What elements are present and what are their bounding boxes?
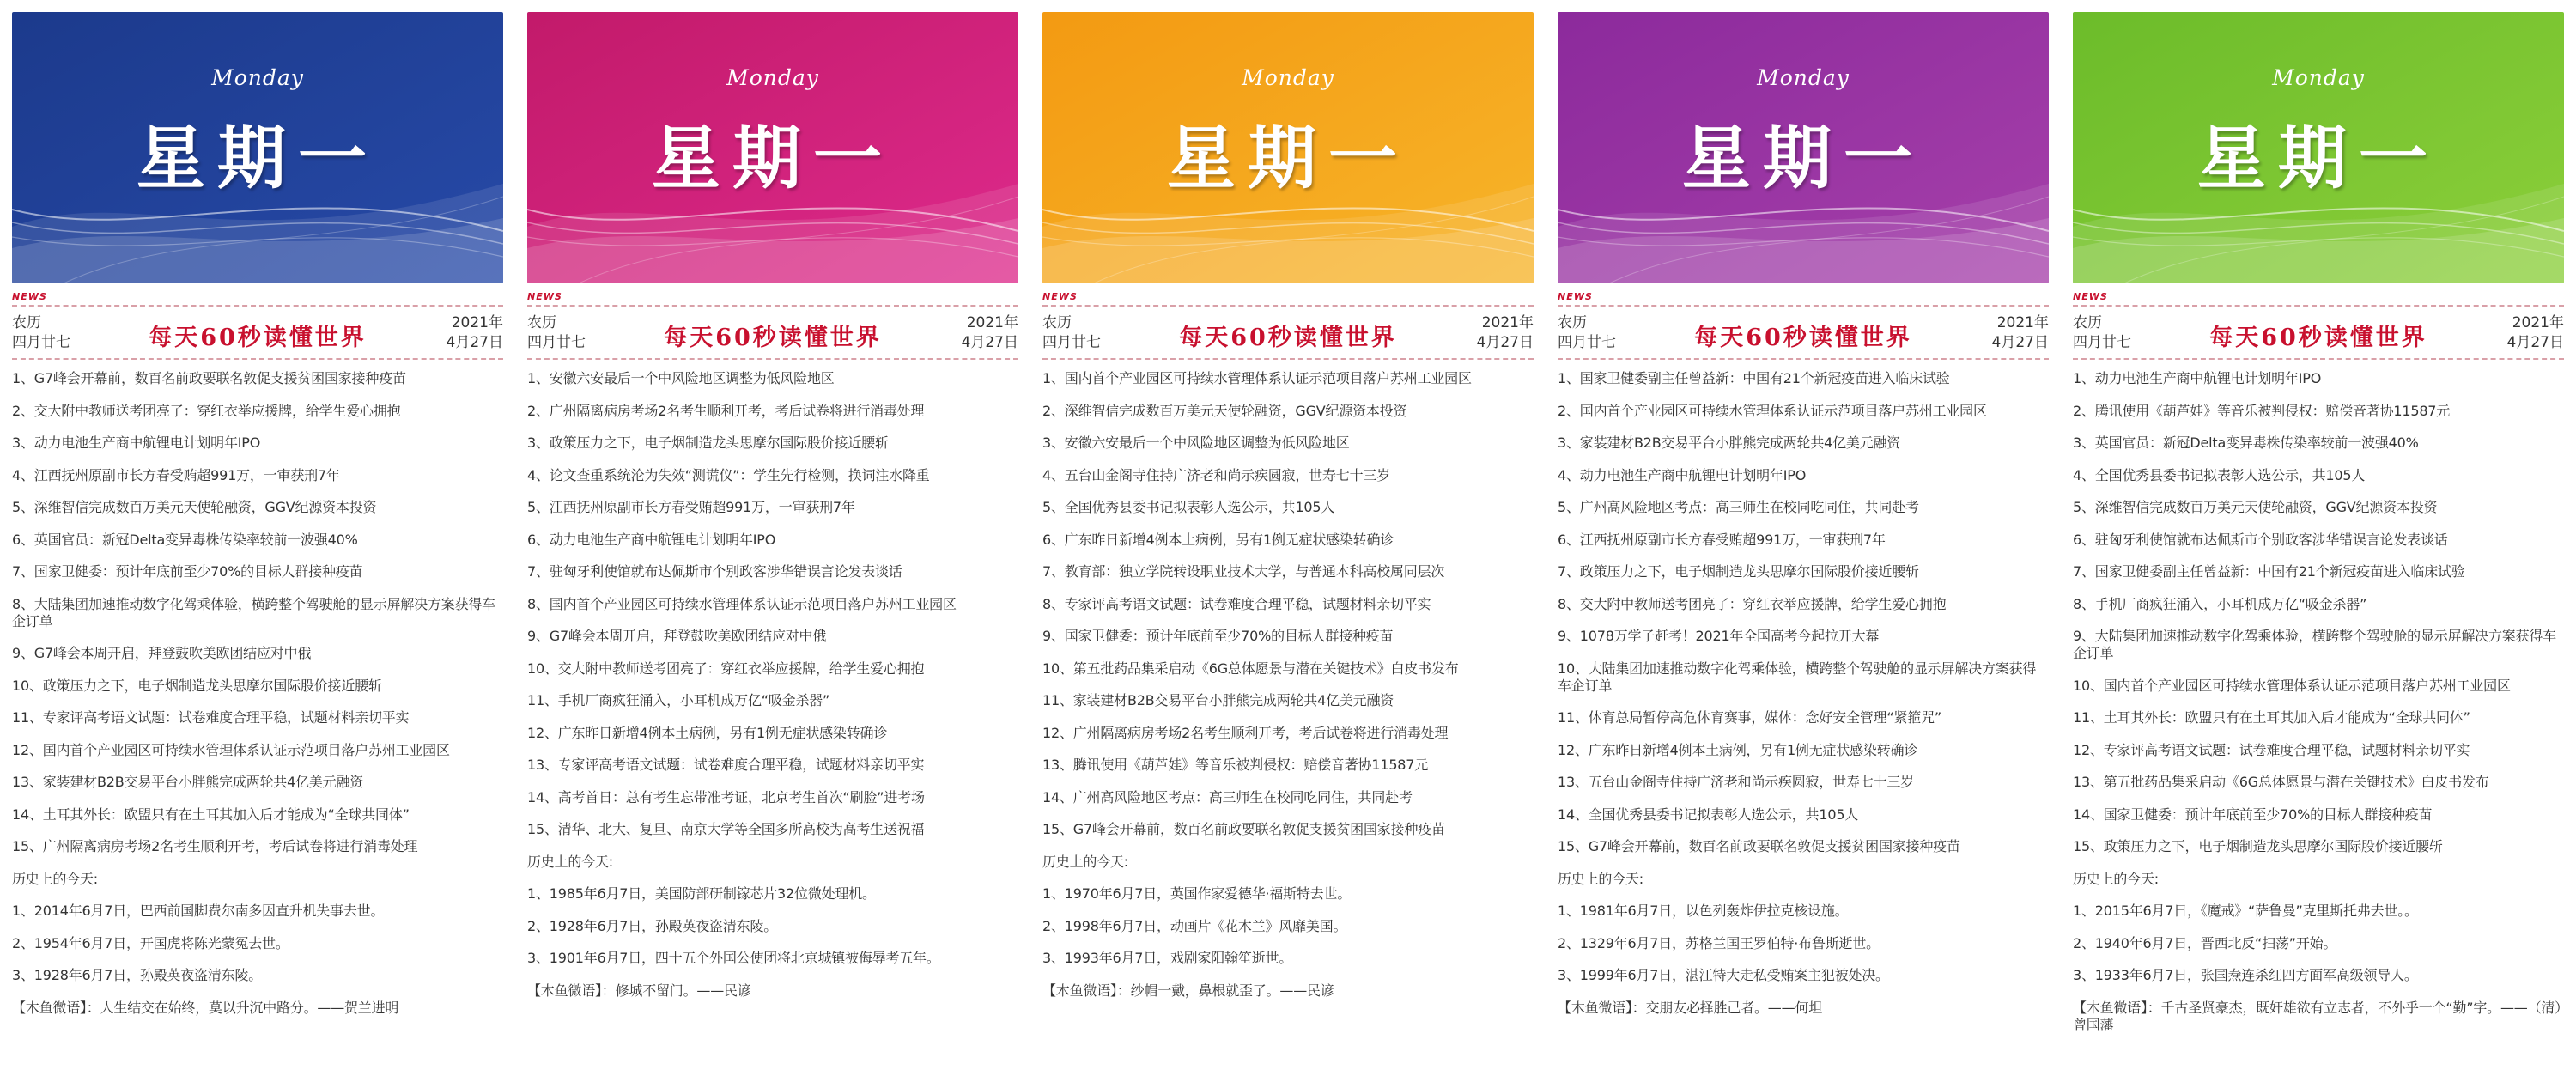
news-line: 10、交大附中教师送考团亮了：穿红衣举应援牌，给学生爱心拥抱 <box>527 660 925 677</box>
lunar-label: 农历 <box>1042 314 1072 331</box>
news-line: 10、大陆集团加速推动数字化驾乘体验，横跨整个驾驶舱的显示屏解决方案获得车企订单 <box>1558 660 2037 694</box>
weekday-chinese: 星期一 <box>137 118 379 198</box>
date-month-day: 4月27日 <box>961 334 1018 351</box>
divider <box>1042 358 1534 360</box>
news-line: 11、体育总局暂停高危体育赛事，媒体：念好安全管理“紧箍咒” <box>1558 709 1941 726</box>
news-line: 15、广州隔离病房考场2名考生顺利开考，考后试卷将进行消毒处理 <box>12 838 418 854</box>
news-line: 1、1981年6月7日，以色列轰炸伊拉克核设施。 <box>1558 903 1849 919</box>
news-line: 11、土耳其外长：欧盟只有在土耳其加入后才能成为“全球共同体” <box>2073 709 2470 726</box>
news-line: 4、江西抚州原副市长方春受贿超991万，一审获刑7年 <box>12 466 340 483</box>
weekday-chinese: 星期一 <box>1167 118 1409 198</box>
news-line: 8、国内首个产业园区可持续水管理体系认证示范项目落户苏州工业园区 <box>527 595 957 612</box>
news-poster <box>2073 12 2564 1073</box>
news-tag: NEWS <box>12 291 47 302</box>
divider <box>527 358 1018 360</box>
news-line: 14、国家卫健委：预计年底前至少70%的目标人群接种疫苗 <box>2073 805 2433 823</box>
news-line: 3、英国官员：新冠Delta变异毒株传染率较前一波强40% <box>2073 435 2419 451</box>
news-line: 6、动力电池生产商中航锂电计划明年IPO <box>527 531 776 548</box>
news-line: 13、专家评高考语文试题：试卷难度合理平稳，试题材料亲切平实 <box>527 757 925 773</box>
news-line: 3、1999年6月7日，湛江特大走私受贿案主犯被处决。 <box>1558 967 1889 983</box>
news-line: 1、动力电池生产商中航锂电计划明年IPO <box>2073 370 2322 386</box>
news-line: 历史上的今天: <box>12 870 98 887</box>
news-line: 5、深维智信完成数百万美元天使轮融资，GGV纪源资本投资 <box>12 499 377 515</box>
weekday-english: Monday <box>1757 65 1850 90</box>
news-line: 6、驻匈牙利使馆就布达佩斯市个别政客涉华错误言论发表谈话 <box>2073 531 2448 548</box>
news-line: 1、国家卫健委副主任曾益新：中国有21个新冠疫苗进入临床试验 <box>1558 370 1950 386</box>
news-line: 3、1933年6月7日，张国焘连杀红四方面军高级领导人。 <box>2073 967 2418 983</box>
poster-banner <box>12 12 503 283</box>
news-line: 13、腾讯使用《葫芦娃》等音乐被判侵权：赔偿音著协11587元 <box>1042 757 1429 773</box>
news-tag: NEWS <box>1558 291 1593 302</box>
news-line: 11、专家评高考语文试题：试卷难度合理平稳，试题材料亲切平实 <box>12 709 410 726</box>
news-line: 6、江西抚州原副市长方春受贿超991万，一审获刑7年 <box>1558 531 1886 548</box>
news-line: 7、政策压力之下，电子烟制造龙头思摩尔国际股价接近腰斩 <box>1558 563 1919 580</box>
divider <box>1042 305 1534 307</box>
date-year: 2021年 <box>1996 314 2049 331</box>
news-line: 8、大陆集团加速推动数字化驾乘体验，横跨整个驾驶舱的显示屏解决方案获得车企订单 <box>12 595 495 629</box>
divider <box>2073 305 2564 307</box>
weekday-chinese: 星期一 <box>2197 118 2439 198</box>
news-line: 15、政策压力之下，电子烟制造龙头思摩尔国际股价接近腰斩 <box>2073 838 2443 854</box>
news-line: 10、第五批药品集采启动《6G总体愿景与潜在关键技术》白皮书发布 <box>1042 660 1459 677</box>
date-year: 2021年 <box>1481 314 1534 331</box>
news-line: 14、全国优秀县委书记拟表彰人选公示，共105人 <box>1558 805 1859 823</box>
poster-header <box>2073 310 2564 356</box>
news-line: 9、国家卫健委：预计年底前至少70%的目标人群接种疫苗 <box>1042 628 1394 644</box>
poster-title: 每天60秒读懂世界 <box>1179 325 1397 351</box>
date-month-day: 4月27日 <box>1476 334 1534 351</box>
news-line: 3、1928年6月7日，孙殿英夜盗清东陵。 <box>12 967 263 983</box>
news-line: 2、交大附中教师送考团亮了：穿红衣举应援牌，给学生爱心拥抱 <box>12 402 401 419</box>
date-month-day: 4月27日 <box>446 334 503 351</box>
news-line: 3、1901年6月7日，四十五个外国公使团将北京城镇被侮辱考五年。 <box>527 950 940 966</box>
news-list <box>12 370 503 1017</box>
date-year: 2021年 <box>2512 314 2564 331</box>
news-line: 1、1985年6月7日，美国防部研制镓芯片32位微处理机。 <box>527 885 876 902</box>
news-line: 4、动力电池生产商中航锂电计划明年IPO <box>1558 466 1807 483</box>
news-poster <box>12 12 503 1073</box>
news-line: 3、安徽六安最后一个中风险地区调整为低风险地区 <box>1042 435 1350 451</box>
gregorian-date <box>447 313 503 353</box>
weekday-chinese: 星期一 <box>1682 118 1924 198</box>
poster-header <box>1558 310 2049 356</box>
lunar-day: 四月廿七 <box>527 334 586 351</box>
news-line: 8、交大附中教师送考团亮了：穿红衣举应援牌，给学生爱心拥抱 <box>1558 595 1947 612</box>
gregorian-date <box>962 313 1018 353</box>
news-line: 3、动力电池生产商中航锂电计划明年IPO <box>12 435 261 451</box>
news-line: 2、1940年6月7日，晋西北反“扫荡”开始。 <box>2073 934 2337 951</box>
lunar-label: 农历 <box>527 314 556 331</box>
news-line: 15、G7峰会开幕前，数百名前政要联名敦促支援贫困国家接种疫苗 <box>1558 838 1960 854</box>
news-line: 12、广州隔离病房考场2名考生顺利开考，考后试卷将进行消毒处理 <box>1042 724 1449 741</box>
divider <box>1558 305 2049 307</box>
news-line: 1、2015年6月7日，《魔戒》“萨鲁曼”克里斯托弗去世。。 <box>2073 903 2418 919</box>
news-line: 3、政策压力之下，电子烟制造龙头思摩尔国际股价接近腰斩 <box>527 435 889 451</box>
weekday-english: Monday <box>1242 65 1334 90</box>
news-line: 【木鱼微语】：交朋友必择胜己者。——何坦 <box>1558 999 1823 1016</box>
news-line: 9、G7峰会本周开启，拜登鼓吹美欧团结应对中俄 <box>12 645 312 661</box>
poster-title: 每天60秒读懂世界 <box>149 325 367 351</box>
news-line: 4、五台山金阁寺住持广济老和尚示疾圆寂，世寿七十三岁 <box>1042 466 1390 483</box>
news-line: 4、全国优秀县委书记拟表彰人选公示，共105人 <box>2073 466 2366 483</box>
news-line: 14、广州高风险地区考点：高三师生在校同吃同住，共同赴考 <box>1042 788 1413 805</box>
news-line: 5、江西抚州原副市长方春受贿超991万，一审获刑7年 <box>527 499 855 515</box>
news-line: 15、G7峰会开幕前，数百名前政要联名敦促支援贫困国家接种疫苗 <box>1042 821 1445 837</box>
poster-banner <box>1558 12 2049 283</box>
news-line: 8、手机厂商疯狂涌入，小耳机成万亿“吸金杀器” <box>2073 595 2367 612</box>
news-line: 5、深维智信完成数百万美元天使轮融资，GGV纪源资本投资 <box>2073 499 2438 515</box>
news-line: 13、家装建材B2B交易平台小胖熊完成两轮共4亿美元融资 <box>12 774 364 790</box>
poster-banner <box>2073 12 2564 283</box>
news-list <box>527 370 1018 1000</box>
news-line: 2、1998年6月7日，动画片《花木兰》风靡美国。 <box>1042 917 1347 934</box>
divider <box>12 358 503 360</box>
news-line: 历史上的今天: <box>1558 870 1643 887</box>
news-line: 2、1928年6月7日，孙殿英夜盗清东陵。 <box>527 917 778 934</box>
news-line: 14、高考首日：总有考生忘带准考证，北京考生首次“刷脸”进考场 <box>527 788 925 805</box>
weekday-english: Monday <box>2272 65 2365 90</box>
divider <box>527 305 1018 307</box>
news-line: 【木鱼微语】：千古圣贤豪杰，既奸雄欲有立志者，不外乎一个“勤”字。——（清）曾国藩 <box>2073 999 2561 1033</box>
news-line: 【木鱼微语】：修城不留门。——民谚 <box>527 982 751 999</box>
lunar-label: 农历 <box>12 314 41 331</box>
news-line: 9、大陆集团加速推动数字化驾乘体验，横跨整个驾驶舱的显示屏解决方案获得车企订单 <box>2073 628 2556 661</box>
news-line: 5、全国优秀县委书记拟表彰人选公示，共105人 <box>1042 499 1335 515</box>
news-line: 7、国家卫健委：预计年底前至少70%的目标人群接种疫苗 <box>12 563 363 580</box>
news-line: 2、1329年6月7日，苏格兰国王罗伯特·布鲁斯逝世。 <box>1558 934 1880 951</box>
news-line: 2、广州隔离病房考场2名考生顺利开考，考后试卷将进行消毒处理 <box>527 402 925 419</box>
poster-header <box>1042 310 1534 356</box>
news-line: 1、G7峰会开幕前，数百名前政要联名敦促支援贫困国家接种疫苗 <box>12 370 406 386</box>
date-month-day: 4月27日 <box>2506 334 2564 351</box>
news-line: 9、G7峰会本周开启，拜登鼓吹美欧团结应对中俄 <box>527 628 827 644</box>
news-line: 12、专家评高考语文试题：试卷难度合理平稳，试题材料亲切平实 <box>2073 741 2470 758</box>
poster-header <box>527 310 1018 356</box>
news-poster <box>1558 12 2049 1073</box>
poster-title: 每天60秒读懂世界 <box>2209 325 2427 351</box>
news-tag: NEWS <box>1042 291 1078 302</box>
news-line: 7、国家卫健委副主任曾益新：中国有21个新冠疫苗进入临床试验 <box>2073 563 2465 580</box>
news-line: 2、国内首个产业园区可持续水管理体系认证示范项目落户苏州工业园区 <box>1558 402 1987 419</box>
news-poster <box>527 12 1018 1073</box>
lunar-day: 四月廿七 <box>2073 334 2131 351</box>
news-tag: NEWS <box>2073 291 2108 302</box>
date-year: 2021年 <box>451 314 503 331</box>
news-line: 3、家装建材B2B交易平台小胖熊完成两轮共4亿美元融资 <box>1558 435 1901 451</box>
weekday-english: Monday <box>726 65 819 90</box>
news-poster <box>1042 12 1534 1073</box>
news-line: 【木鱼微语】：人生结交在始终，莫以升沉中路分。——贺兰进明 <box>12 999 399 1016</box>
news-line: 9、1078万学子赶考！2021年全国高考今起拉开大幕 <box>1558 628 1880 644</box>
lunar-label: 农历 <box>1558 314 1587 331</box>
news-line: 1、2014年6月7日，巴西前国脚费尔南多因直升机失事去世。 <box>12 903 385 919</box>
news-list <box>1042 370 1534 1000</box>
poster-banner <box>527 12 1018 283</box>
news-line: 10、国内首个产业园区可持续水管理体系认证示范项目落户苏州工业园区 <box>2073 677 2511 694</box>
news-line: 1、安徽六安最后一个中风险地区调整为低风险地区 <box>527 370 835 386</box>
weekday-english: Monday <box>211 65 304 90</box>
news-list <box>1558 370 2049 1017</box>
news-list <box>2073 370 2564 1034</box>
poster-header <box>12 310 503 356</box>
news-line: 7、教育部：独立学院转设职业技术大学，与普通本科高校属同层次 <box>1042 563 1445 580</box>
news-line: 13、第五批药品集采启动《6G总体愿景与潜在关键技术》白皮书发布 <box>2073 774 2489 790</box>
news-line: 1、1970年6月7日，英国作家爱德华·福斯特去世。 <box>1042 885 1352 902</box>
news-line: 1、国内首个产业园区可持续水管理体系认证示范项目落户苏州工业园区 <box>1042 370 1472 386</box>
news-line: 4、论文查重系统沦为失效“测谎仪”：学生先行检测，换词注水降重 <box>527 466 930 483</box>
news-line: 15、清华、北大、复旦、南京大学等全国多所高校为高考生送祝福 <box>527 821 925 837</box>
divider <box>12 305 503 307</box>
lunar-day: 四月廿七 <box>1042 334 1101 351</box>
news-line: 12、国内首个产业园区可持续水管理体系认证示范项目落户苏州工业园区 <box>12 741 450 758</box>
news-line: 2、1954年6月7日，开国虎将陈光蒙冤去世。 <box>12 934 289 951</box>
poster-title: 每天60秒读懂世界 <box>664 325 882 351</box>
news-line: 【木鱼微语】：纱帽一戴，鼻根就歪了。——民谚 <box>1042 982 1334 999</box>
poster-banner <box>1042 12 1534 283</box>
news-tag: NEWS <box>527 291 562 302</box>
divider <box>1558 358 2049 360</box>
news-line: 14、土耳其外长：欧盟只有在土耳其加入后才能成为“全球共同体” <box>12 805 410 823</box>
news-line: 历史上的今天: <box>2073 870 2159 887</box>
lunar-label: 农历 <box>2073 314 2102 331</box>
news-line: 11、家装建材B2B交易平台小胖熊完成两轮共4亿美元融资 <box>1042 692 1394 708</box>
news-line: 6、广东昨日新增4例本土病例，另有1例无症状感染转确诊 <box>1042 531 1394 548</box>
news-line: 2、深维智信完成数百万美元天使轮融资，GGV纪源资本投资 <box>1042 402 1407 419</box>
news-line: 13、五台山金阁寺住持广济老和尚示疾圆寂，世寿七十三岁 <box>1558 774 1914 790</box>
news-line: 5、广州高风险地区考点：高三师生在校同吃同住，共同赴考 <box>1558 499 1919 515</box>
news-line: 11、手机厂商疯狂涌入，小耳机成万亿“吸金杀器” <box>527 692 830 708</box>
news-line: 6、英国官员：新冠Delta变异毒株传染率较前一波强40% <box>12 531 358 548</box>
news-line: 7、驻匈牙利使馆就布达佩斯市个别政客涉华错误言论发表谈话 <box>527 563 902 580</box>
gregorian-date <box>1992 313 2049 353</box>
date-month-day: 4月27日 <box>1991 334 2049 351</box>
lunar-day: 四月廿七 <box>1558 334 1616 351</box>
news-line: 3、1993年6月7日，戏剧家阳翰笙逝世。 <box>1042 950 1293 966</box>
news-line: 2、腾讯使用《葫芦娃》等音乐被判侵权：赔偿音著协11587元 <box>2073 402 2451 419</box>
news-line: 历史上的今天: <box>527 853 613 870</box>
gregorian-date <box>2507 313 2564 353</box>
lunar-day: 四月廿七 <box>12 334 70 351</box>
divider <box>2073 358 2564 360</box>
weekday-chinese: 星期一 <box>652 118 894 198</box>
poster-title: 每天60秒读懂世界 <box>1694 325 1912 351</box>
date-year: 2021年 <box>966 314 1018 331</box>
news-line: 12、广东昨日新增4例本土病例，另有1例无症状感染转确诊 <box>527 724 888 741</box>
news-line: 12、广东昨日新增4例本土病例，另有1例无症状感染转确诊 <box>1558 741 1918 758</box>
news-line: 10、政策压力之下，电子烟制造龙头思摩尔国际股价接近腰斩 <box>12 677 382 694</box>
news-line: 历史上的今天: <box>1042 853 1128 870</box>
news-line: 8、专家评高考语文试题：试卷难度合理平稳，试题材料亲切平实 <box>1042 595 1431 612</box>
gregorian-date <box>1477 313 1534 353</box>
